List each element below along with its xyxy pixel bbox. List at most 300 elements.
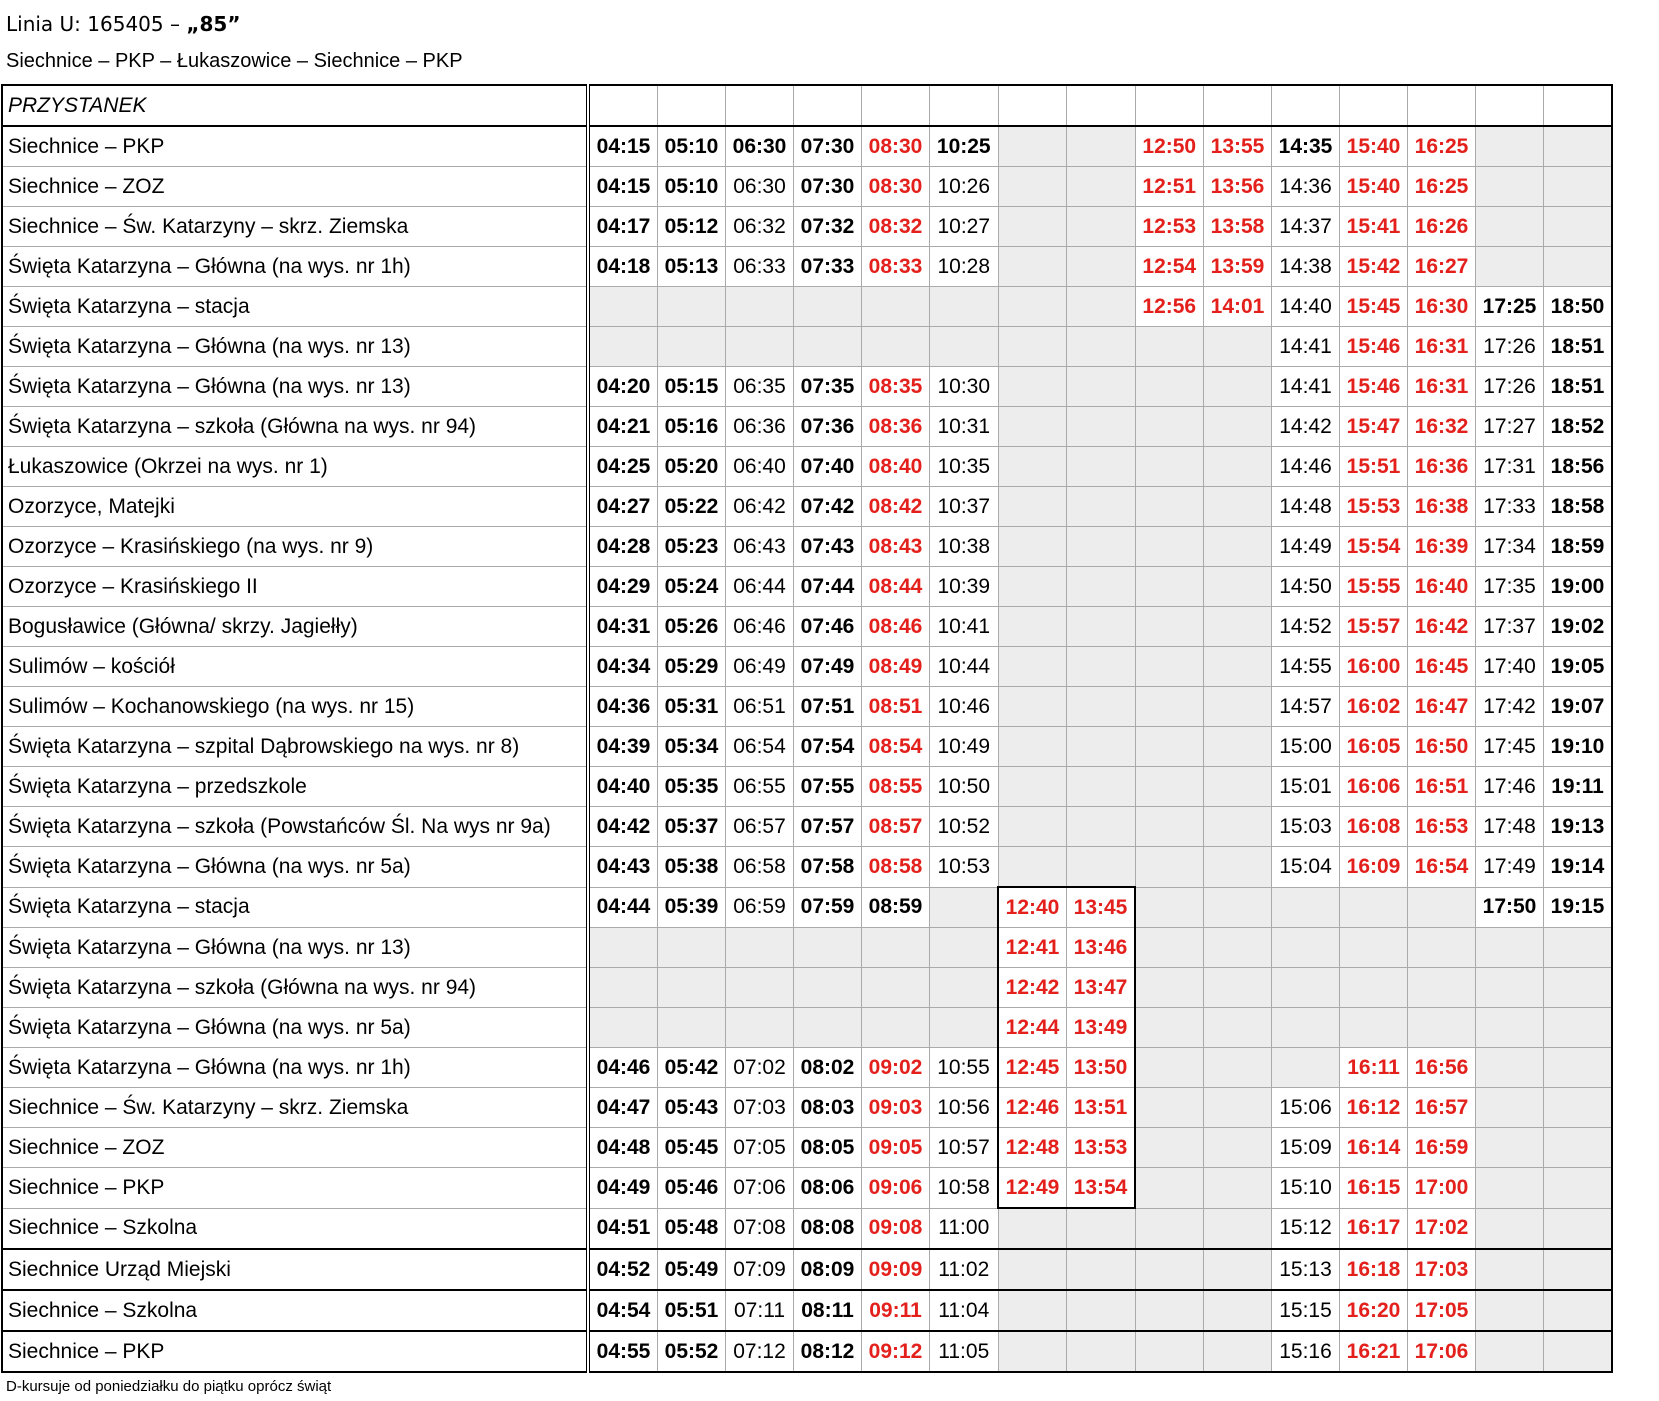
- time-cell: 16:31: [1408, 367, 1476, 407]
- time-cell: 17:49: [1476, 847, 1544, 888]
- time-cell: [1544, 1088, 1613, 1128]
- time-cell: [588, 928, 658, 968]
- time-cell: 08:35: [862, 367, 930, 407]
- time-cell: 10:55: [930, 1048, 999, 1088]
- time-cell: [1408, 1008, 1476, 1048]
- time-cell: 06:30: [726, 126, 794, 167]
- header-cell: [1272, 85, 1340, 126]
- time-cell: 10:50: [930, 767, 999, 807]
- stop-name: Ozorzyce – Krasińskiego (na wys. nr 9): [2, 527, 588, 567]
- time-cell: 07:06: [726, 1168, 794, 1209]
- time-cell: 17:46: [1476, 767, 1544, 807]
- time-cell: [1135, 968, 1204, 1008]
- stop-name: Ozorzyce, Matejki: [2, 487, 588, 527]
- time-cell: 06:44: [726, 567, 794, 607]
- time-cell: 15:47: [1340, 407, 1408, 447]
- time-cell: [1067, 327, 1136, 367]
- time-cell: 17:50: [1476, 887, 1544, 928]
- stop-name: Łukaszowice (Okrzei na wys. nr 1): [2, 447, 588, 487]
- table-row: [2, 287, 1612, 327]
- time-cell: 08:44: [862, 567, 930, 607]
- stop-name: Siechnice – Szkolna: [2, 1290, 588, 1331]
- time-cell: 17:05: [1408, 1290, 1476, 1331]
- time-cell: [1204, 727, 1272, 767]
- time-cell: 13:46: [1067, 928, 1136, 968]
- header-cell: [1135, 85, 1204, 126]
- time-cell: [1204, 567, 1272, 607]
- time-cell: 05:48: [658, 1208, 726, 1249]
- time-cell: 06:32: [726, 207, 794, 247]
- time-cell: [1204, 1048, 1272, 1088]
- time-cell: [1067, 407, 1136, 447]
- time-cell: 15:40: [1340, 167, 1408, 207]
- line-title: [6, 12, 240, 36]
- time-cell: [1272, 887, 1340, 928]
- time-cell: [1340, 887, 1408, 928]
- stop-name: Siechnice – ZOZ: [2, 1128, 588, 1168]
- line-dash: –: [163, 12, 187, 36]
- time-cell: 07:05: [726, 1128, 794, 1168]
- time-cell: [1135, 727, 1204, 767]
- time-cell: 04:44: [588, 887, 658, 928]
- time-cell: [1204, 1331, 1272, 1372]
- time-cell: 08:05: [794, 1128, 862, 1168]
- time-cell: [1135, 1048, 1204, 1088]
- time-cell: [794, 928, 862, 968]
- time-cell: 17:27: [1476, 407, 1544, 447]
- time-cell: [1135, 607, 1204, 647]
- time-cell: 13:51: [1067, 1088, 1136, 1128]
- time-cell: [1204, 1249, 1272, 1290]
- table-row: [2, 767, 1612, 807]
- time-cell: [1204, 1168, 1272, 1209]
- time-cell: [1544, 1208, 1613, 1249]
- stop-name: Bogusławice (Główna/ skrzy. Jagiełły): [2, 607, 588, 647]
- time-cell: 07:30: [794, 167, 862, 207]
- time-cell: 17:45: [1476, 727, 1544, 767]
- time-cell: [1067, 567, 1136, 607]
- time-cell: [588, 1008, 658, 1048]
- time-cell: [998, 487, 1067, 527]
- stop-name: Siechnice – PKP: [2, 1168, 588, 1209]
- time-cell: [998, 767, 1067, 807]
- time-cell: [1544, 1331, 1613, 1372]
- time-cell: 16:05: [1340, 727, 1408, 767]
- time-cell: [930, 887, 999, 928]
- time-cell: [998, 1208, 1067, 1249]
- time-cell: 16:56: [1408, 1048, 1476, 1088]
- table-row: [2, 527, 1612, 567]
- header-cell: [794, 85, 862, 126]
- line-label: Linia U:: [6, 12, 81, 36]
- time-cell: 16:09: [1340, 847, 1408, 888]
- table-row: [2, 727, 1612, 767]
- time-cell: 15:09: [1272, 1128, 1340, 1168]
- time-cell: 05:35: [658, 767, 726, 807]
- time-cell: 12:49: [998, 1168, 1067, 1209]
- time-cell: 06:40: [726, 447, 794, 487]
- time-cell: 04:47: [588, 1088, 658, 1128]
- time-cell: 05:10: [658, 126, 726, 167]
- time-cell: 16:38: [1408, 487, 1476, 527]
- time-cell: [1067, 847, 1136, 888]
- time-cell: 15:00: [1272, 727, 1340, 767]
- time-cell: [998, 527, 1067, 567]
- time-cell: 16:51: [1408, 767, 1476, 807]
- time-cell: [1204, 968, 1272, 1008]
- time-cell: [998, 327, 1067, 367]
- time-cell: 07:43: [794, 527, 862, 567]
- time-cell: 05:26: [658, 607, 726, 647]
- time-cell: [658, 1008, 726, 1048]
- time-cell: 19:11: [1544, 767, 1613, 807]
- time-cell: [1476, 1331, 1544, 1372]
- time-cell: 04:39: [588, 727, 658, 767]
- time-cell: 16:15: [1340, 1168, 1408, 1209]
- time-cell: 06:59: [726, 887, 794, 928]
- time-cell: [1067, 1290, 1136, 1331]
- time-cell: [1204, 767, 1272, 807]
- time-cell: 17:40: [1476, 647, 1544, 687]
- time-cell: 16:14: [1340, 1128, 1408, 1168]
- time-cell: [1135, 807, 1204, 847]
- time-cell: 07:44: [794, 567, 862, 607]
- time-cell: 14:37: [1272, 207, 1340, 247]
- stop-name: Sulimów – kościół: [2, 647, 588, 687]
- table-row: [2, 887, 1612, 928]
- time-cell: 07:57: [794, 807, 862, 847]
- time-cell: 07:55: [794, 767, 862, 807]
- time-cell: 09:03: [862, 1088, 930, 1128]
- time-cell: 18:56: [1544, 447, 1613, 487]
- time-cell: [1544, 167, 1613, 207]
- time-cell: 16:47: [1408, 687, 1476, 727]
- time-cell: [726, 968, 794, 1008]
- stop-name: Święta Katarzyna – Główna (na wys. nr 13): [2, 928, 588, 968]
- time-cell: 08:08: [794, 1208, 862, 1249]
- time-cell: 08:49: [862, 647, 930, 687]
- time-cell: [794, 1008, 862, 1048]
- time-cell: [1476, 247, 1544, 287]
- table-row: [2, 207, 1612, 247]
- time-cell: 18:58: [1544, 487, 1613, 527]
- time-cell: [998, 407, 1067, 447]
- time-cell: 16:42: [1408, 607, 1476, 647]
- time-cell: [998, 727, 1067, 767]
- time-cell: 16:21: [1340, 1331, 1408, 1372]
- time-cell: 13:49: [1067, 1008, 1136, 1048]
- time-cell: 14:50: [1272, 567, 1340, 607]
- time-cell: 16:36: [1408, 447, 1476, 487]
- time-cell: 04:20: [588, 367, 658, 407]
- time-cell: 12:45: [998, 1048, 1067, 1088]
- time-cell: [1067, 527, 1136, 567]
- time-cell: 06:36: [726, 407, 794, 447]
- time-cell: 12:44: [998, 1008, 1067, 1048]
- time-cell: [1544, 1008, 1613, 1048]
- table-row: [2, 367, 1612, 407]
- time-cell: 08:54: [862, 727, 930, 767]
- time-cell: [1544, 968, 1613, 1008]
- time-cell: 08:40: [862, 447, 930, 487]
- table-row: [2, 1290, 1612, 1331]
- time-cell: [1476, 1048, 1544, 1088]
- time-cell: [998, 807, 1067, 847]
- time-cell: 10:37: [930, 487, 999, 527]
- time-cell: 10:28: [930, 247, 999, 287]
- time-cell: 08:36: [862, 407, 930, 447]
- time-cell: 08:55: [862, 767, 930, 807]
- timetable: [1, 84, 1613, 1373]
- time-cell: 08:02: [794, 1048, 862, 1088]
- time-cell: [998, 367, 1067, 407]
- time-cell: 05:46: [658, 1168, 726, 1209]
- time-cell: 08:33: [862, 247, 930, 287]
- time-cell: 06:33: [726, 247, 794, 287]
- time-cell: [1204, 1128, 1272, 1168]
- time-cell: [1204, 847, 1272, 888]
- time-cell: [930, 968, 999, 1008]
- time-cell: 06:42: [726, 487, 794, 527]
- time-cell: 05:34: [658, 727, 726, 767]
- time-cell: 15:45: [1340, 287, 1408, 327]
- time-cell: 05:38: [658, 847, 726, 888]
- time-cell: [1544, 247, 1613, 287]
- time-cell: [1476, 1168, 1544, 1209]
- time-cell: 15:04: [1272, 847, 1340, 888]
- header-cell: [1340, 85, 1408, 126]
- table-row: [2, 407, 1612, 447]
- time-cell: 04:36: [588, 687, 658, 727]
- time-cell: [588, 968, 658, 1008]
- time-cell: 04:48: [588, 1128, 658, 1168]
- time-cell: [1135, 567, 1204, 607]
- time-cell: [1476, 207, 1544, 247]
- time-cell: 16:02: [1340, 687, 1408, 727]
- time-cell: 07:42: [794, 487, 862, 527]
- time-cell: 15:46: [1340, 367, 1408, 407]
- time-cell: 05:12: [658, 207, 726, 247]
- time-cell: 15:41: [1340, 207, 1408, 247]
- time-cell: 15:16: [1272, 1331, 1340, 1372]
- time-cell: 16:25: [1408, 167, 1476, 207]
- time-cell: 10:52: [930, 807, 999, 847]
- time-cell: 09:08: [862, 1208, 930, 1249]
- header-cell: [1067, 85, 1136, 126]
- time-cell: [998, 847, 1067, 888]
- time-cell: [1544, 928, 1613, 968]
- time-cell: 15:15: [1272, 1290, 1340, 1331]
- time-cell: 05:24: [658, 567, 726, 607]
- time-cell: [1204, 687, 1272, 727]
- time-cell: 07:03: [726, 1088, 794, 1128]
- time-cell: 15:55: [1340, 567, 1408, 607]
- time-cell: [1067, 287, 1136, 327]
- time-cell: [1135, 767, 1204, 807]
- time-cell: 18:51: [1544, 327, 1613, 367]
- time-cell: [1408, 968, 1476, 1008]
- time-cell: 06:57: [726, 807, 794, 847]
- stop-name: Święta Katarzyna – szkoła (Powstańców Śl. Na wys nr 9a): [2, 807, 588, 847]
- table-row: [2, 607, 1612, 647]
- time-cell: [1272, 928, 1340, 968]
- time-cell: 10:58: [930, 1168, 999, 1209]
- time-cell: [1067, 1331, 1136, 1372]
- time-cell: [1067, 1249, 1136, 1290]
- time-cell: 07:35: [794, 367, 862, 407]
- header-stop-label: PRZYSTANEK: [2, 85, 588, 126]
- time-cell: 04:54: [588, 1290, 658, 1331]
- time-cell: [1204, 807, 1272, 847]
- header-cell: [1408, 85, 1476, 126]
- time-cell: 05:23: [658, 527, 726, 567]
- time-cell: [1340, 1008, 1408, 1048]
- time-cell: [1135, 327, 1204, 367]
- stop-name: Święta Katarzyna – przedszkole: [2, 767, 588, 807]
- time-cell: 14:35: [1272, 126, 1340, 167]
- time-cell: [998, 687, 1067, 727]
- time-cell: 16:00: [1340, 647, 1408, 687]
- time-cell: 14:36: [1272, 167, 1340, 207]
- time-cell: 08:58: [862, 847, 930, 888]
- time-cell: [1067, 487, 1136, 527]
- time-cell: 08:43: [862, 527, 930, 567]
- time-cell: 07:12: [726, 1331, 794, 1372]
- time-cell: [1135, 1168, 1204, 1209]
- header-cell: [998, 85, 1067, 126]
- time-cell: 04:51: [588, 1208, 658, 1249]
- time-cell: [1476, 1249, 1544, 1290]
- time-cell: 08:30: [862, 167, 930, 207]
- time-cell: 17:34: [1476, 527, 1544, 567]
- time-cell: [998, 287, 1067, 327]
- time-cell: 16:57: [1408, 1088, 1476, 1128]
- time-cell: 09:06: [862, 1168, 930, 1209]
- route-description: Siechnice – PKP – Łukaszowice – Siechnice – PKP: [6, 50, 463, 72]
- time-cell: [1204, 1208, 1272, 1249]
- time-cell: [1067, 167, 1136, 207]
- time-cell: 08:30: [862, 126, 930, 167]
- time-cell: 13:45: [1067, 887, 1136, 928]
- header-cell: [588, 85, 658, 126]
- time-cell: 09:09: [862, 1249, 930, 1290]
- time-cell: [1204, 1290, 1272, 1331]
- time-cell: 04:28: [588, 527, 658, 567]
- time-cell: [1135, 1208, 1204, 1249]
- time-cell: [658, 968, 726, 1008]
- time-cell: 11:04: [930, 1290, 999, 1331]
- time-cell: [1476, 1208, 1544, 1249]
- time-cell: 13:54: [1067, 1168, 1136, 1209]
- header-cell: [726, 85, 794, 126]
- time-cell: [1067, 767, 1136, 807]
- time-cell: [1204, 607, 1272, 647]
- stop-name: Siechnice – Św. Katarzyny – skrz. Ziemska: [2, 207, 588, 247]
- table-row: [2, 1168, 1612, 1209]
- time-cell: 16:45: [1408, 647, 1476, 687]
- time-cell: [1544, 1168, 1613, 1209]
- time-cell: [726, 327, 794, 367]
- time-cell: [1135, 887, 1204, 928]
- time-cell: 12:50: [1135, 126, 1204, 167]
- time-cell: 12:54: [1135, 247, 1204, 287]
- table-row: [2, 1208, 1612, 1249]
- time-cell: 12:41: [998, 928, 1067, 968]
- stop-name: Ozorzyce – Krasińskiego II: [2, 567, 588, 607]
- time-cell: [1135, 1088, 1204, 1128]
- time-cell: 04:40: [588, 767, 658, 807]
- time-cell: [726, 1008, 794, 1048]
- time-cell: [1067, 807, 1136, 847]
- table-row: [2, 247, 1612, 287]
- time-cell: 19:07: [1544, 687, 1613, 727]
- time-cell: 16:06: [1340, 767, 1408, 807]
- time-cell: [1476, 167, 1544, 207]
- time-cell: [1135, 1008, 1204, 1048]
- time-cell: 10:31: [930, 407, 999, 447]
- time-cell: 10:49: [930, 727, 999, 767]
- time-cell: 09:12: [862, 1331, 930, 1372]
- time-cell: [930, 327, 999, 367]
- time-cell: 04:15: [588, 167, 658, 207]
- time-cell: 13:58: [1204, 207, 1272, 247]
- time-cell: 10:53: [930, 847, 999, 888]
- time-cell: 16:40: [1408, 567, 1476, 607]
- table-row: [2, 126, 1612, 167]
- time-cell: 19:00: [1544, 567, 1613, 607]
- time-cell: [998, 1249, 1067, 1290]
- time-cell: [1544, 1048, 1613, 1088]
- time-cell: 13:50: [1067, 1048, 1136, 1088]
- time-cell: [1067, 647, 1136, 687]
- time-cell: 07:33: [794, 247, 862, 287]
- time-cell: 15:06: [1272, 1088, 1340, 1128]
- time-cell: [1135, 407, 1204, 447]
- time-cell: [862, 287, 930, 327]
- time-cell: 05:51: [658, 1290, 726, 1331]
- time-cell: [1135, 487, 1204, 527]
- time-cell: [1204, 327, 1272, 367]
- time-cell: [1476, 1088, 1544, 1128]
- time-cell: 09:02: [862, 1048, 930, 1088]
- stop-name: Siechnice – Św. Katarzyny – skrz. Ziemska: [2, 1088, 588, 1128]
- time-cell: 14:48: [1272, 487, 1340, 527]
- time-cell: 16:30: [1408, 287, 1476, 327]
- table-row: [2, 847, 1612, 888]
- time-cell: 17:31: [1476, 447, 1544, 487]
- time-cell: 07:51: [794, 687, 862, 727]
- time-cell: [1135, 687, 1204, 727]
- time-cell: 14:49: [1272, 527, 1340, 567]
- time-cell: [658, 928, 726, 968]
- time-cell: 18:51: [1544, 367, 1613, 407]
- time-cell: 06:43: [726, 527, 794, 567]
- time-cell: 15:01: [1272, 767, 1340, 807]
- time-cell: [1544, 207, 1613, 247]
- time-cell: 05:31: [658, 687, 726, 727]
- time-cell: 06:54: [726, 727, 794, 767]
- time-cell: 15:03: [1272, 807, 1340, 847]
- time-cell: 10:30: [930, 367, 999, 407]
- time-cell: 19:13: [1544, 807, 1613, 847]
- time-cell: 10:25: [930, 126, 999, 167]
- time-cell: 14:41: [1272, 327, 1340, 367]
- time-cell: 14:40: [1272, 287, 1340, 327]
- time-cell: [1272, 968, 1340, 1008]
- time-cell: 14:01: [1204, 287, 1272, 327]
- time-cell: 10:26: [930, 167, 999, 207]
- time-cell: 17:02: [1408, 1208, 1476, 1249]
